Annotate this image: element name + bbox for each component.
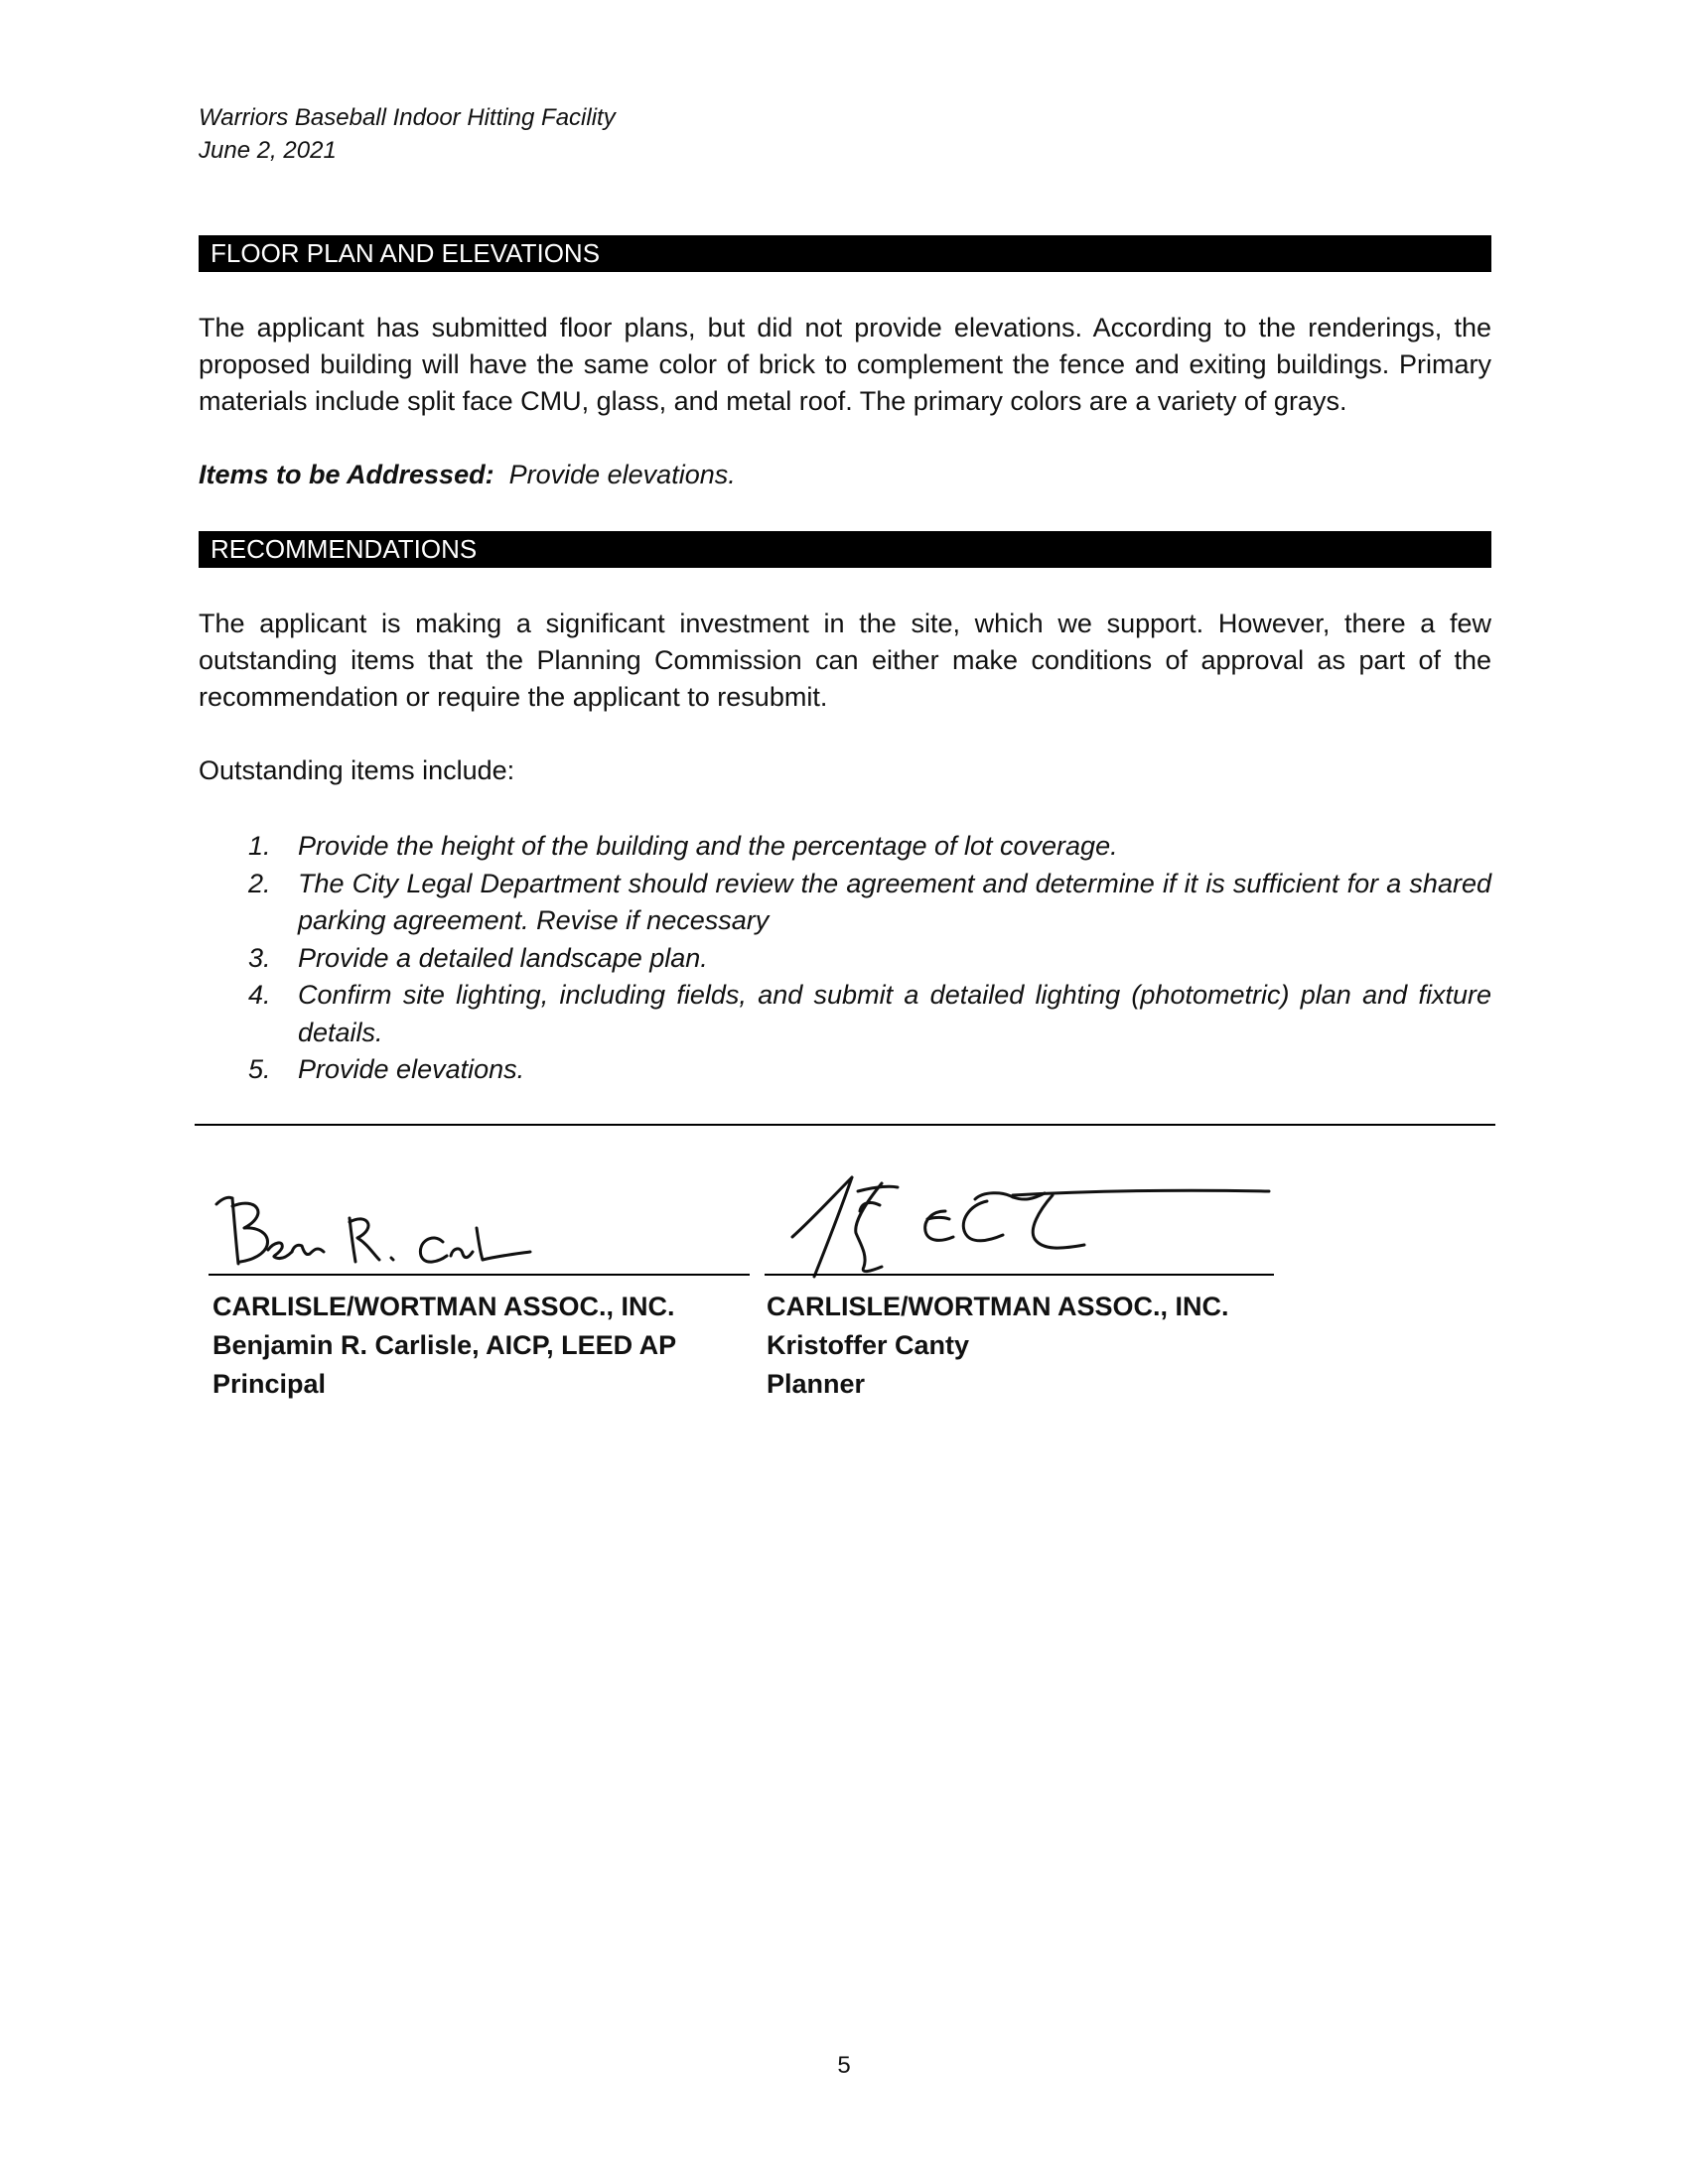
list-item-text: Provide a detailed landscape plan.: [298, 942, 708, 973]
handwritten-signature-carlisle: [209, 1176, 566, 1276]
signature-line: [209, 1274, 750, 1276]
signer-firm: CARLISLE/WORTMAN ASSOC., INC.: [767, 1292, 1229, 1321]
floor-plan-paragraph: The applicant has submitted floor plans, but did not provide elevations. According to the renderings, the proposed building will have the same color of brick to complement the fence and exiting buildings. Primary materials include split face CMU, glass, and metal roof. The primary colors are a variety of grays.: [199, 313, 1491, 416]
list-item-text: Provide the height of the building and the percentage of lot coverage.: [298, 831, 1118, 861]
items-label: Items to be Addressed:: [199, 460, 494, 489]
signature-block-canty: [765, 1171, 1281, 1405]
document-date: June 2, 2021: [199, 137, 337, 164]
signer-name: Kristoffer Canty: [767, 1330, 970, 1360]
page-number: 5: [837, 2052, 851, 2079]
signature-details: [212, 1288, 754, 1404]
items-to-be-addressed: [199, 457, 736, 493]
section-divider: [195, 1124, 1495, 1126]
signer-title: Principal: [212, 1369, 327, 1399]
outstanding-intro: Outstanding items include:: [199, 755, 515, 785]
list-item: [199, 828, 1491, 866]
outstanding-items-list: [199, 828, 1491, 1089]
list-item-number: 4.: [248, 980, 271, 1010]
list-item-text: Confirm site lighting, including fields, and submit a detailed lighting (photometric) plan and fixture details.: [298, 980, 1491, 1047]
section-heading-floor-plan: FLOOR PLAN AND ELEVATIONS: [199, 235, 1491, 272]
signer-title: Planner: [767, 1369, 866, 1399]
handwritten-signature-canty: [765, 1171, 1281, 1281]
list-item-number: 5.: [248, 1054, 271, 1084]
list-item: [199, 866, 1491, 940]
recommendations-paragraph: The applicant is making a significant investment in the site, which we support. However, there a few outstanding items that the Planning Commission can either make conditions of approval as part of the recommendation or require the applicant to resubmit.: [199, 609, 1491, 712]
signer-name: Benjamin R. Carlisle, AICP, LEED AP: [212, 1330, 677, 1360]
list-item: [199, 1051, 1491, 1089]
document-title: Warriors Baseball Indoor Hitting Facility: [199, 104, 616, 131]
list-item: [199, 940, 1491, 978]
signature-line: [765, 1274, 1274, 1276]
list-item: [199, 977, 1491, 1051]
section-heading-recommendations: RECOMMENDATIONS: [199, 531, 1491, 568]
page-header: [199, 101, 616, 167]
items-text: Provide elevations.: [508, 460, 736, 489]
list-item-number: 2.: [248, 868, 271, 898]
signer-firm: CARLISLE/WORTMAN ASSOC., INC.: [212, 1292, 675, 1321]
list-item-number: 3.: [248, 942, 271, 973]
signature-block-carlisle: [209, 1176, 755, 1405]
signature-details: [767, 1288, 1276, 1404]
list-item-number: 1.: [248, 831, 271, 861]
list-item-text: Provide elevations.: [298, 1054, 525, 1084]
list-item-text: The City Legal Department should review the agreement and determine if it is sufficient for a shared parking agreement. Revise if necessary: [298, 868, 1491, 935]
